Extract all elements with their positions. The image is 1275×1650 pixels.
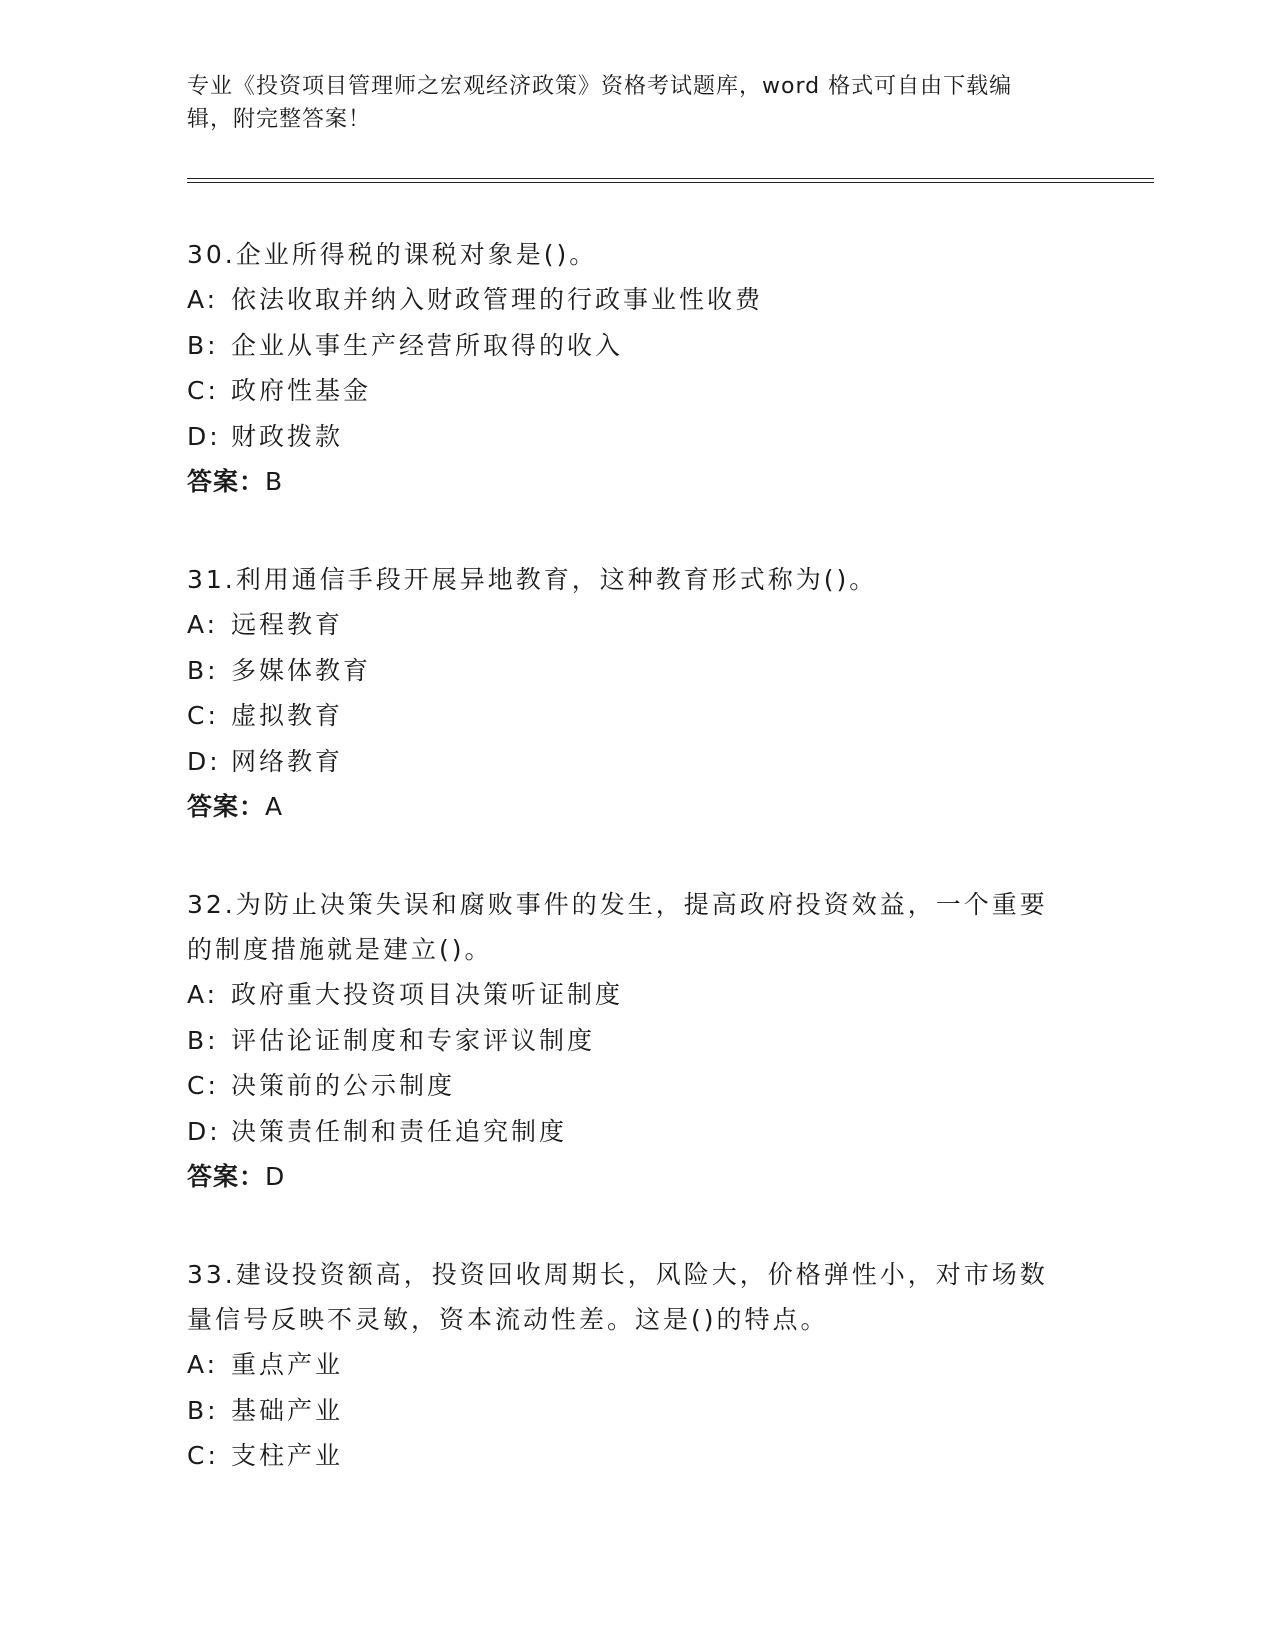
option-key: D: [187, 1116, 221, 1146]
document-intro [187, 70, 1067, 136]
answer-line [187, 459, 1087, 504]
option-text: 多媒体教育 [231, 655, 372, 685]
question-stem [187, 557, 1087, 602]
question-stem-line: 建设投资额高，投资回收周期长，风险大，价格弹性小，对市场数 [235, 1260, 1048, 1289]
option-b [187, 1388, 1087, 1434]
option-text: 财政拨款 [231, 421, 344, 451]
answer-value: D [265, 1162, 286, 1191]
option-c [187, 1063, 1087, 1109]
option-key: A: [187, 980, 219, 1009]
question-33 [187, 1252, 1087, 1479]
option-key: D: [187, 746, 221, 776]
option-key: C: [187, 1071, 219, 1100]
option-key: A: [187, 1350, 219, 1379]
option-b [187, 1018, 1087, 1064]
answer-label: 答案： [187, 1162, 266, 1191]
question-stem-line: 利用通信手段开展异地教育，这种教育形式称为()。 [235, 565, 878, 594]
option-text: 依法收取并纳入财政管理的行政事业性收费 [231, 285, 764, 314]
option-text: 支柱产业 [231, 1441, 344, 1470]
question-32 [187, 882, 1087, 1199]
question-stem-line: 量信号反映不灵敏，资本流动性差。这是()的特点。 [187, 1305, 829, 1334]
answer-label: 答案： [187, 792, 266, 821]
question-stem-line: 企业所得税的课税对象是()。 [235, 240, 598, 269]
option-key: C: [187, 1441, 219, 1470]
option-c [187, 693, 1087, 739]
option-text: 决策前的公示制度 [231, 1071, 456, 1100]
option-b [187, 648, 1087, 694]
question-number: 33. [187, 1260, 236, 1289]
answer-value: B [265, 467, 284, 496]
question-31 [187, 557, 1087, 829]
option-a [187, 972, 1087, 1018]
option-key: B: [187, 330, 219, 360]
answer-label: 答案： [187, 467, 266, 496]
option-text: 远程教育 [231, 610, 344, 639]
intro-line-1: 专业《投资项目管理师之宏观经济政策》资格考试题库，word 格式可自由下载编 [187, 74, 1013, 99]
option-a [187, 602, 1087, 648]
option-c [187, 1433, 1087, 1479]
header-divider [187, 178, 1154, 183]
option-d [187, 739, 1087, 785]
option-key: A: [187, 285, 219, 314]
question-number: 31. [187, 565, 236, 594]
answer-value: A [265, 792, 284, 821]
option-text: 政府性基金 [231, 376, 372, 405]
option-text: 重点产业 [231, 1350, 344, 1379]
option-key: B: [187, 1395, 219, 1425]
option-d [187, 414, 1087, 460]
option-text: 基础产业 [231, 1395, 344, 1425]
answer-line [187, 784, 1087, 829]
question-list [187, 232, 1087, 1532]
option-key: A: [187, 610, 219, 639]
question-stem [187, 882, 1087, 972]
option-c [187, 368, 1087, 414]
question-stem [187, 1252, 1087, 1342]
question-number: 32. [187, 890, 236, 919]
option-key: B: [187, 1025, 219, 1055]
question-stem-line: 为防止决策失误和腐败事件的发生，提高政府投资效益，一个重要 [235, 890, 1048, 919]
question-30 [187, 232, 1087, 504]
answer-line [187, 1154, 1087, 1199]
option-text: 政府重大投资项目决策听证制度 [231, 980, 624, 1009]
option-key: C: [187, 701, 219, 730]
option-b [187, 323, 1087, 369]
option-d [187, 1109, 1087, 1155]
question-stem-line: 的制度措施就是建立()。 [187, 935, 493, 964]
question-stem [187, 232, 1087, 277]
option-text: 企业从事生产经营所取得的收入 [231, 330, 624, 360]
intro-line-2: 辑，附完整答案！ [187, 107, 372, 132]
option-key: C: [187, 376, 219, 405]
question-number: 30. [187, 240, 236, 269]
option-text: 网络教育 [231, 746, 344, 776]
option-text: 评估论证制度和专家评议制度 [231, 1025, 596, 1055]
option-key: B: [187, 655, 219, 685]
option-text: 决策责任制和责任追究制度 [231, 1116, 568, 1146]
option-a [187, 277, 1087, 323]
option-a [187, 1342, 1087, 1388]
option-text: 虚拟教育 [231, 701, 344, 730]
option-key: D: [187, 421, 221, 451]
